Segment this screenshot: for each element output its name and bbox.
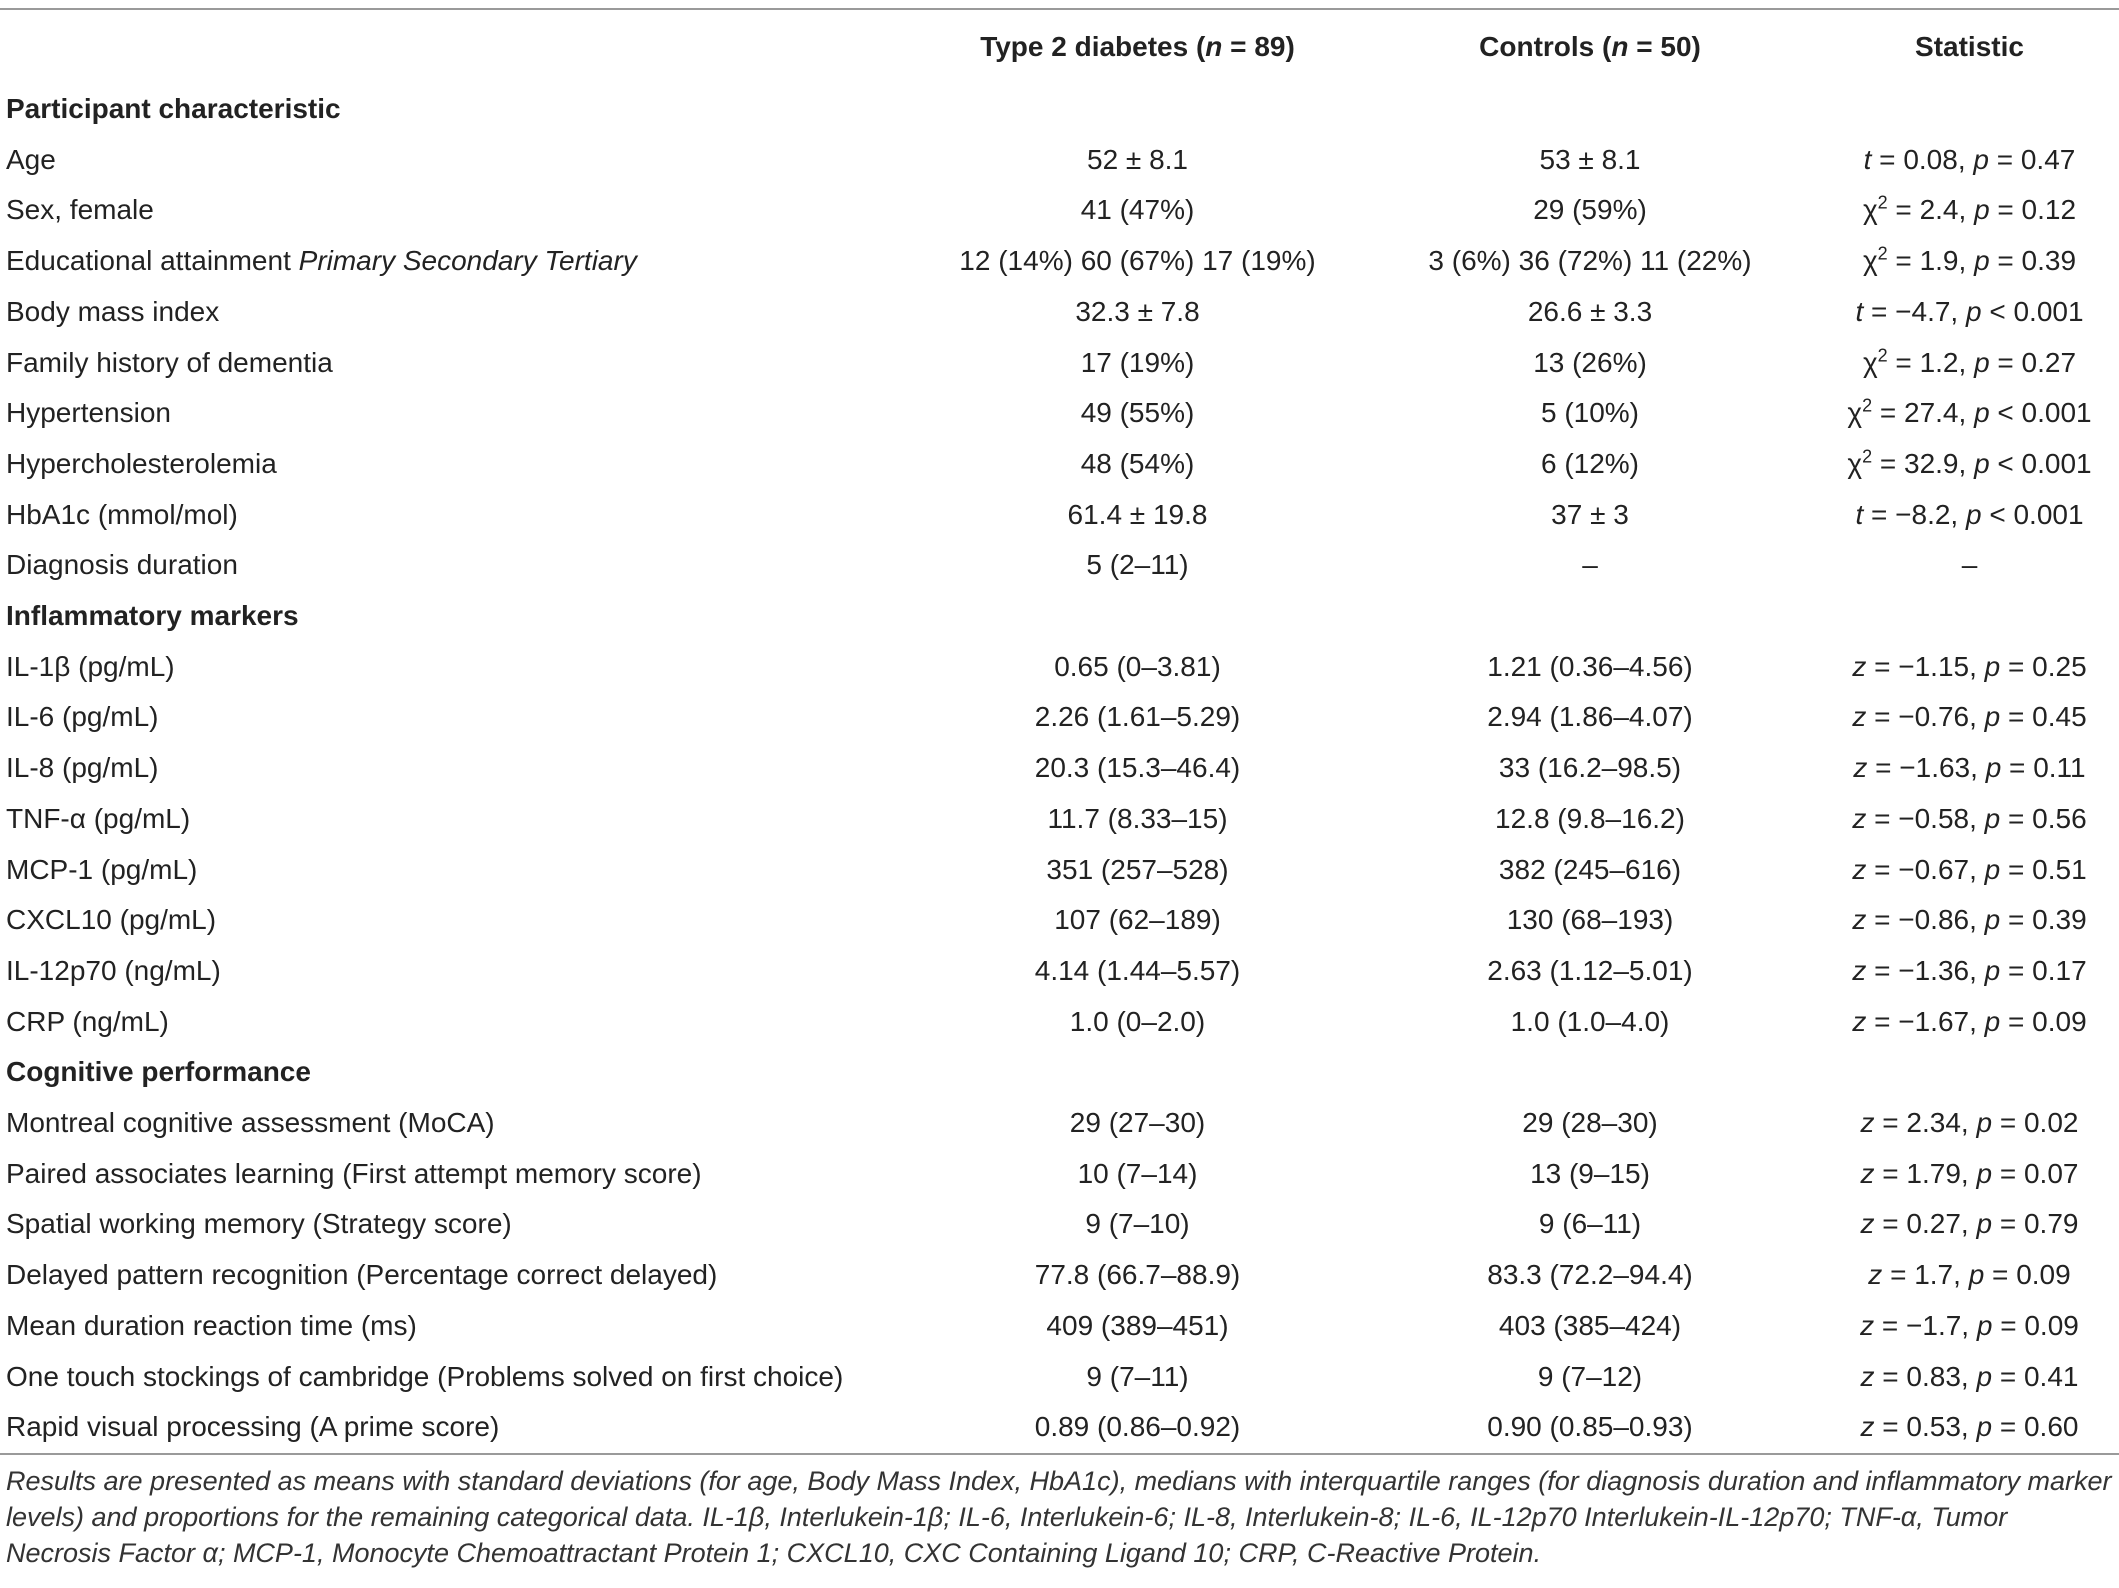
statistic-symbol: z (1852, 853, 1867, 885)
header-row (0, 10, 2119, 84)
statistic-value-text: = −0.67, (1866, 853, 1985, 885)
statistic-value (1820, 490, 2119, 541)
table-body (0, 84, 2119, 1453)
p-value-text: < 0.001 (1989, 447, 2092, 479)
type2-diabetes-value: 4.14 (1.44–5.57) (1034, 954, 1241, 986)
controls-value: 33 (16.2–98.5) (1498, 752, 1682, 784)
statistic-value (1820, 540, 2119, 591)
table-row (0, 1199, 2119, 1250)
row-label-text: IL-8 (pg/mL) (6, 752, 159, 784)
controls-value: 0.90 (0.85–0.93) (1487, 1411, 1693, 1443)
header-empty (0, 10, 915, 84)
p-value-text: = 0.60 (1992, 1411, 2079, 1443)
row-label-text: Educational attainment (6, 245, 299, 277)
statistic-value-text: = −0.76, (1866, 701, 1985, 733)
statistic-symbol: χ (1847, 397, 1863, 429)
row-label (0, 692, 915, 743)
statistic-symbol: z (1852, 904, 1867, 936)
statistic-value (1820, 794, 2119, 845)
row-label-text: TNF-α (pg/mL) (6, 802, 191, 834)
p-symbol: p (1974, 194, 1990, 226)
controls-value: 1.0 (1.0–4.0) (1510, 1005, 1670, 1037)
statistic-value (1820, 1352, 2119, 1403)
type2-diabetes-value: 0.65 (0–3.81) (1054, 650, 1221, 682)
statistic-symbol: z (1868, 1259, 1883, 1291)
controls-value: 83.3 (72.2–94.4) (1487, 1259, 1693, 1291)
table-row (0, 1250, 2119, 1301)
p-value-text: = 0.12 (1989, 194, 2077, 226)
p-symbol: p (1984, 853, 2001, 885)
row-label (0, 1250, 915, 1301)
statistic-value-text: = −1.67, (1866, 1005, 1985, 1037)
row-label (0, 997, 915, 1048)
statistic-value-text: = −1.15, (1866, 650, 1985, 682)
row-label (0, 1199, 915, 1250)
controls-value: 9 (7–12) (1537, 1360, 1643, 1392)
table-row (0, 794, 2119, 845)
p-symbol: p (1976, 1208, 1993, 1240)
statistic-value-text: = −0.86, (1866, 904, 1985, 936)
p-symbol: p (1965, 295, 1982, 327)
statistic-value-text: = 0.53, (1874, 1411, 1977, 1443)
p-value-text: = 0.25 (2000, 650, 2087, 682)
row-label-text: Hypertension (6, 397, 171, 429)
statistic-value-text: = 1.79, (1874, 1157, 1977, 1189)
statistic-value (1820, 135, 2119, 186)
p-value-text: = 0.09 (1992, 1309, 2079, 1341)
statistic-value-text: = −8.2, (1863, 498, 1966, 530)
row-label (0, 135, 915, 186)
statistic-value-text: = −1.36, (1866, 954, 1985, 986)
controls-value: 12.8 (9.8–16.2) (1495, 802, 1685, 834)
header-type2-diabetes: Type 2 diabetes (n = 89) (980, 31, 1295, 62)
row-label (0, 490, 915, 541)
controls-value: 3 (6%) 36 (72%) 11 (22%) (1428, 245, 1752, 277)
type2-diabetes-value: 351 (257–528) (1046, 853, 1229, 885)
row-label-text: Diagnosis duration (6, 549, 238, 581)
table-row (0, 743, 2119, 794)
statistic-symbol: z (1852, 1005, 1867, 1037)
section-title: Participant characteristic (6, 93, 341, 124)
type2-diabetes-value: 107 (62–189) (1054, 904, 1221, 936)
p-symbol: p (1965, 498, 1982, 530)
p-symbol: p (1976, 1107, 1993, 1139)
row-label-text: Body mass index (6, 295, 220, 327)
row-label (0, 845, 915, 896)
statistic-value-text: = 1.9, (1887, 245, 1975, 277)
statistic-superscript: 2 (1862, 395, 1873, 416)
statistic-symbol: χ (1862, 194, 1878, 226)
controls-value: 2.94 (1.86–4.07) (1487, 701, 1693, 733)
row-label-text: One touch stockings of cambridge (Problems solved on first choice) (6, 1360, 844, 1392)
table-row (0, 1149, 2119, 1200)
statistic-value (1820, 236, 2119, 287)
row-label (0, 1402, 915, 1453)
statistic-value (1820, 388, 2119, 439)
row-label-text: Hypercholesterolemia (6, 447, 277, 479)
p-value-text: = 0.27 (1989, 346, 2077, 378)
p-value-text: < 0.001 (1981, 295, 2084, 327)
controls-value: 130 (68–193) (1506, 904, 1674, 936)
p-value-text: = 0.51 (2000, 853, 2087, 885)
controls-value: 26.6 ± 3.3 (1527, 295, 1653, 327)
p-symbol: p (1973, 143, 1989, 175)
row-label-text: Family history of dementia (6, 346, 333, 378)
table-row (0, 845, 2119, 896)
type2-diabetes-value: 49 (55%) (1080, 397, 1195, 429)
row-label-text: CRP (ng/mL) (6, 1005, 169, 1037)
p-value-text: = 0.09 (1984, 1259, 2071, 1291)
p-symbol: p (1984, 904, 2001, 936)
statistic-value-text: = 0.08, (1871, 143, 1974, 175)
table-footnote: Results are presented as means with standard deviations (for age, Body Mass Index, HbA1c), medians with interquartile ranges (for diagnosis duration and inflammatory marker levels) and proportions for the remaining categorical data. IL-1β, Interlukein-1β; IL-6, Interlukein-6; IL-8, Interlukein-8; IL-6, IL-12p70 Interlukein-IL-12p70; TNF-α, Tumor Necrosis Factor α; MCP-1, Monocyte Chemoattractant Protein 1; CXCL10, CXC Containing Ligand 10; CRP, C-Reactive Protein. (6, 1465, 2112, 1568)
type2-diabetes-value: 409 (389–451) (1046, 1309, 1229, 1341)
statistic-symbol: t (1855, 295, 1864, 327)
controls-value: 2.63 (1.12–5.01) (1487, 954, 1693, 986)
statistic-value (1820, 692, 2119, 743)
statistic-value (1820, 1098, 2119, 1149)
statistic-value (1820, 1250, 2119, 1301)
type2-diabetes-value: 2.26 (1.61–5.29) (1034, 701, 1241, 733)
statistic-value (1820, 743, 2119, 794)
p-value-text: < 0.001 (1981, 498, 2084, 530)
statistic-superscript: 2 (1877, 193, 1888, 214)
table-row (0, 1098, 2119, 1149)
row-label-text: HbA1c (mmol/mol) (6, 498, 238, 530)
p-symbol: p (1984, 701, 2001, 733)
row-label (0, 1098, 915, 1149)
statistic-superscript: 2 (1877, 345, 1888, 366)
statistic-value-text: = 32.9, (1872, 447, 1975, 479)
statistic-symbol: z (1860, 1107, 1875, 1139)
p-value-text: < 0.001 (1989, 397, 2092, 429)
statistic-value (1820, 1301, 2119, 1352)
p-symbol: p (1974, 447, 1990, 479)
statistic-symbol: z (1852, 802, 1867, 834)
statistic-symbol: z (1852, 701, 1867, 733)
statistic-value (1820, 1199, 2119, 1250)
statistic-value (1820, 185, 2119, 236)
p-value-text: = 0.45 (2000, 701, 2087, 733)
statistic-value-text: = −4.7, (1863, 295, 1966, 327)
statistic-value-text: = 0.27, (1874, 1208, 1977, 1240)
statistic-value-text: = 2.34, (1874, 1107, 1977, 1139)
type2-diabetes-value: 17 (19%) (1080, 346, 1195, 378)
section-title: Cognitive performance (6, 1056, 311, 1088)
row-label-italic: Primary Secondary Tertiary (298, 245, 637, 277)
statistic-value (1820, 845, 2119, 896)
row-label-text: Mean duration reaction time (ms) (6, 1309, 417, 1341)
table-row (0, 692, 2119, 743)
statistic-plain: – (1961, 549, 1978, 581)
row-label-text: Paired associates learning (First attempt memory score) (6, 1157, 702, 1189)
p-symbol: p (1974, 346, 1990, 378)
row-label-text: MCP-1 (pg/mL) (6, 853, 198, 885)
statistic-symbol: t (1863, 143, 1872, 175)
p-symbol: p (1976, 1157, 1993, 1189)
results-table (0, 10, 2119, 1453)
section-header-row (0, 84, 2119, 135)
table-row (0, 1352, 2119, 1403)
table-row (0, 946, 2119, 997)
p-symbol: p (1984, 1005, 2001, 1037)
header-statistic: Statistic (1915, 31, 2024, 62)
p-symbol: p (1968, 1259, 1985, 1291)
statistic-value (1820, 895, 2119, 946)
type2-diabetes-value: 10 (7–14) (1077, 1157, 1198, 1189)
section-header-row (0, 1047, 2119, 1098)
row-label (0, 642, 915, 693)
table-row (0, 135, 2119, 186)
controls-value: 5 (10%) (1540, 397, 1640, 429)
row-label-text: Delayed pattern recognition (Percentage correct delayed) (6, 1259, 718, 1291)
statistic-symbol: z (1860, 1157, 1875, 1189)
statistic-value-text: = 27.4, (1872, 397, 1975, 429)
table-row (0, 1402, 2119, 1453)
row-label-text: IL-1β (pg/mL) (6, 650, 175, 682)
table-row (0, 287, 2119, 338)
row-label-text: Rapid visual processing (A prime score) (6, 1411, 500, 1443)
controls-value: 37 ± 3 (1551, 498, 1629, 530)
p-value-text: = 0.41 (1992, 1360, 2079, 1392)
statistic-value (1820, 439, 2119, 490)
section-header-row (0, 591, 2119, 642)
statistic-value-text: = 0.83, (1874, 1360, 1977, 1392)
statistic-symbol: z (1852, 954, 1867, 986)
type2-diabetes-value: 52 ± 8.1 (1087, 143, 1188, 175)
type2-diabetes-value: 20.3 (15.3–46.4) (1034, 752, 1241, 784)
row-label-text: Sex, female (6, 194, 154, 226)
controls-value: 6 (12%) (1540, 447, 1640, 479)
statistic-value (1820, 642, 2119, 693)
table-row (0, 388, 2119, 439)
statistic-symbol: z (1852, 650, 1867, 682)
p-symbol: p (1974, 245, 1990, 277)
statistic-symbol: χ (1862, 245, 1878, 277)
statistic-symbol: χ (1847, 447, 1863, 479)
statistic-value (1820, 946, 2119, 997)
p-symbol: p (1974, 397, 1990, 429)
type2-diabetes-value: 5 (2–11) (1086, 549, 1189, 581)
p-symbol: p (1976, 1309, 1993, 1341)
row-label (0, 1149, 915, 1200)
statistic-superscript: 2 (1877, 243, 1888, 264)
controls-value: 9 (6–11) (1538, 1208, 1642, 1240)
statistic-symbol: z (1860, 1309, 1875, 1341)
p-symbol: p (1984, 802, 2001, 834)
p-value-text: = 0.56 (2000, 802, 2087, 834)
row-label (0, 946, 915, 997)
row-label (0, 794, 915, 845)
row-label-text: Spatial working memory (Strategy score) (6, 1208, 512, 1240)
table-row (0, 540, 2119, 591)
row-label (0, 540, 915, 591)
controls-value: 13 (9–15) (1530, 1157, 1650, 1189)
row-label (0, 1301, 915, 1352)
statistic-value-text: = −1.7, (1874, 1309, 1977, 1341)
p-value-text: = 0.11 (2001, 752, 2086, 784)
statistic-superscript: 2 (1862, 446, 1873, 467)
type2-diabetes-value: 61.4 ± 19.8 (1067, 498, 1208, 530)
section-title: Inflammatory markers (6, 600, 299, 632)
row-label-text: Montreal cognitive assessment (MoCA) (6, 1107, 495, 1139)
controls-value: 382 (245–616) (1498, 853, 1682, 885)
p-value-text: = 0.79 (1992, 1208, 2079, 1240)
table-row (0, 895, 2119, 946)
p-value-text: = 0.17 (2000, 954, 2087, 986)
controls-value: 29 (28–30) (1522, 1107, 1658, 1139)
row-label (0, 743, 915, 794)
statistic-value-text: = 2.4, (1887, 194, 1975, 226)
row-label-text: IL-12p70 (ng/mL) (6, 954, 221, 986)
table-header (0, 10, 2119, 84)
statistic-value (1820, 287, 2119, 338)
type2-diabetes-value: 12 (14%) 60 (67%) 17 (19%) (959, 245, 1316, 277)
row-label (0, 439, 915, 490)
statistic-symbol: z (1853, 752, 1868, 784)
statistic-symbol: z (1860, 1411, 1875, 1443)
statistic-value (1820, 997, 2119, 1048)
p-value-text: = 0.02 (1992, 1107, 2079, 1139)
type2-diabetes-value: 32.3 ± 7.8 (1075, 295, 1200, 327)
row-label (0, 1352, 915, 1403)
row-label (0, 388, 915, 439)
type2-diabetes-value: 77.8 (66.7–88.9) (1034, 1259, 1241, 1291)
table-row (0, 236, 2119, 287)
type2-diabetes-value: 9 (7–10) (1085, 1208, 1190, 1240)
controls-value: 53 ± 8.1 (1539, 143, 1641, 175)
p-symbol: p (1984, 650, 2001, 682)
statistic-symbol: χ (1862, 346, 1878, 378)
row-label-text: Age (6, 143, 56, 175)
p-value-text: = 0.47 (1988, 143, 2076, 175)
row-label (0, 338, 915, 389)
p-value-text: = 0.09 (2000, 1005, 2087, 1037)
statistic-symbol: z (1860, 1360, 1875, 1392)
controls-value: 29 (59%) (1533, 194, 1647, 226)
controls-value: – (1582, 549, 1598, 581)
statistic-value-text: = 1.7, (1882, 1259, 1969, 1291)
row-label (0, 185, 915, 236)
type2-diabetes-value: 0.89 (0.86–0.92) (1034, 1411, 1241, 1443)
p-symbol: p (1976, 1411, 1993, 1443)
statistic-symbol: t (1855, 498, 1864, 530)
table-row (0, 997, 2119, 1048)
p-symbol: p (1984, 954, 2001, 986)
p-value-text: = 0.07 (1992, 1157, 2079, 1189)
type2-diabetes-value: 48 (54%) (1080, 447, 1195, 479)
statistic-value-text: = −1.63, (1867, 752, 1986, 784)
p-symbol: p (1985, 752, 2002, 784)
statistic-value (1820, 1149, 2119, 1200)
p-value-text: = 0.39 (2000, 904, 2087, 936)
p-value-text: = 0.39 (1989, 245, 2077, 277)
type2-diabetes-value: 9 (7–11) (1086, 1360, 1189, 1392)
table-row (0, 642, 2119, 693)
table-row (0, 439, 2119, 490)
header-controls: Controls (n = 50) (1479, 31, 1701, 62)
statistic-value-text: = −0.58, (1866, 802, 1985, 834)
table-row (0, 185, 2119, 236)
row-label-text: CXCL10 (pg/mL) (6, 904, 217, 936)
type2-diabetes-value: 29 (27–30) (1069, 1107, 1206, 1139)
type2-diabetes-value: 41 (47%) (1080, 194, 1195, 226)
type2-diabetes-value: 11.7 (8.33–15) (1047, 802, 1228, 834)
statistic-value (1820, 1402, 2119, 1453)
statistic-value-text: = 1.2, (1887, 346, 1975, 378)
statistic-symbol: z (1860, 1208, 1875, 1240)
table-row (0, 1301, 2119, 1352)
table-row (0, 338, 2119, 389)
p-symbol: p (1976, 1360, 1993, 1392)
row-label-text: IL-6 (pg/mL) (6, 701, 159, 733)
controls-value: 13 (26%) (1533, 346, 1647, 378)
controls-value: 1.21 (0.36–4.56) (1487, 650, 1693, 682)
type2-diabetes-value: 1.0 (0–2.0) (1069, 1005, 1206, 1037)
statistic-value (1820, 338, 2119, 389)
row-label (0, 895, 915, 946)
row-label (0, 287, 915, 338)
row-label (0, 236, 915, 287)
table-row (0, 490, 2119, 541)
controls-value: 403 (385–424) (1498, 1309, 1682, 1341)
